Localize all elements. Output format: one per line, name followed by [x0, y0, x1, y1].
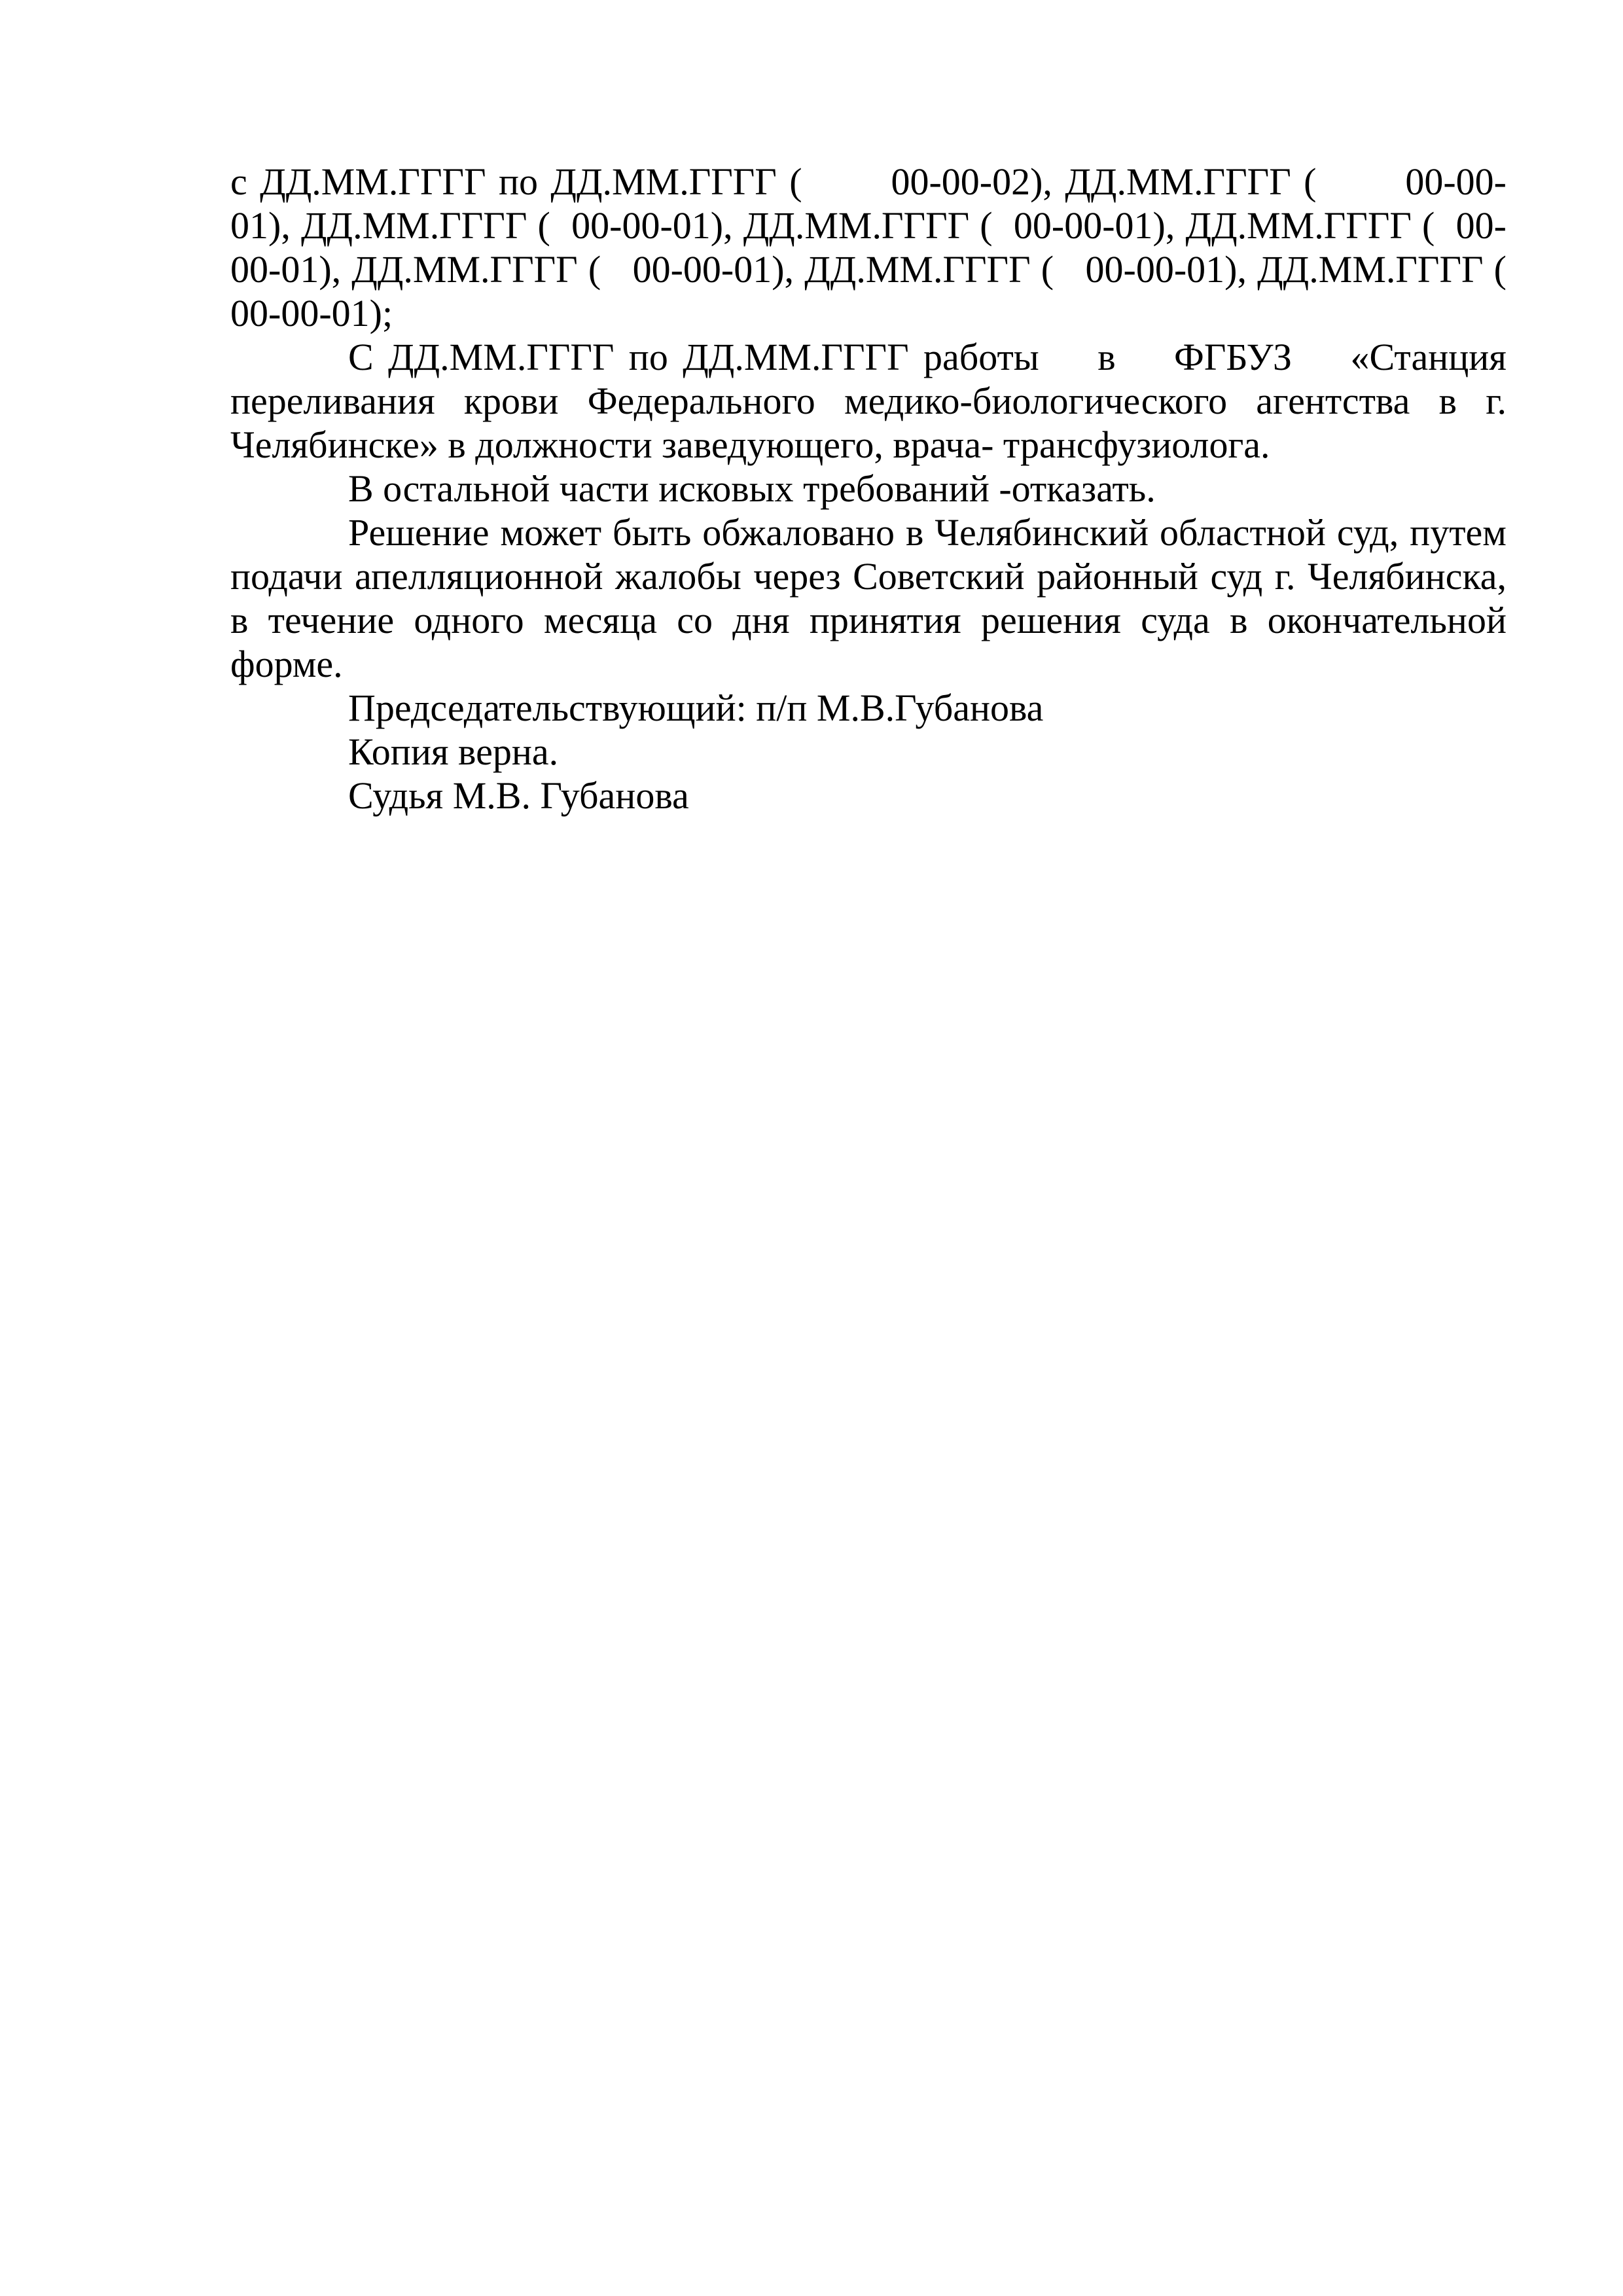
- paragraph-appeal-clause: [230, 511, 1507, 686]
- document-line: переливания крови Федерального медико-биологического агентства в г.: [230, 380, 1507, 422]
- paragraph-judge-signature: [230, 774, 1507, 817]
- document-line: Решение может быть обжаловано в Челябинский областной суд, путем: [348, 511, 1507, 554]
- paragraph-partial-denial: [230, 467, 1507, 511]
- document-line: форме.: [230, 643, 343, 685]
- document-line: Копия верна.: [348, 730, 559, 773]
- document-line: в течение одного месяца со дня принятия решения суда в окончательной: [230, 599, 1507, 641]
- document-line: 00-01), ДД.ММ.ГГГГ ( 00-00-01), ДД.ММ.ГГГГ ( 00-00-01), ДД.ММ.ГГГГ (: [230, 248, 1507, 291]
- document-text-block: [230, 160, 1507, 817]
- document-line: В остальной части исковых требований -отказать.: [348, 467, 1156, 510]
- document-line: Челябинске» в должности заведующего, врача- трансфузиолога.: [230, 423, 1270, 466]
- document-line: С ДД.ММ.ГГГГ по ДД.ММ.ГГГГ работы в ФГБУЗ «Станция: [348, 336, 1507, 378]
- document-line: подачи апелляционной жалобы через Советский районный суд г. Челябинска,: [230, 555, 1507, 598]
- document-line: Председательствующий: п/п М.В.Губанова: [348, 687, 1044, 729]
- document-line: Судья М.В. Губанова: [348, 774, 689, 817]
- document-line: с ДД.ММ.ГГГГ по ДД.ММ.ГГГГ ( 00-00-02), ДД.ММ.ГГГГ ( 00-00-: [230, 160, 1507, 203]
- paragraph-dates-list: [230, 160, 1507, 335]
- document-line: 00-00-01);: [230, 292, 393, 334]
- paragraph-employment-period: [230, 335, 1507, 467]
- paragraph-copy-statement: [230, 730, 1507, 774]
- document-line: 01), ДД.ММ.ГГГГ ( 00-00-01), ДД.ММ.ГГГГ ( 00-00-01), ДД.ММ.ГГГГ ( 00-: [230, 204, 1507, 247]
- paragraph-presiding-judge: [230, 686, 1507, 730]
